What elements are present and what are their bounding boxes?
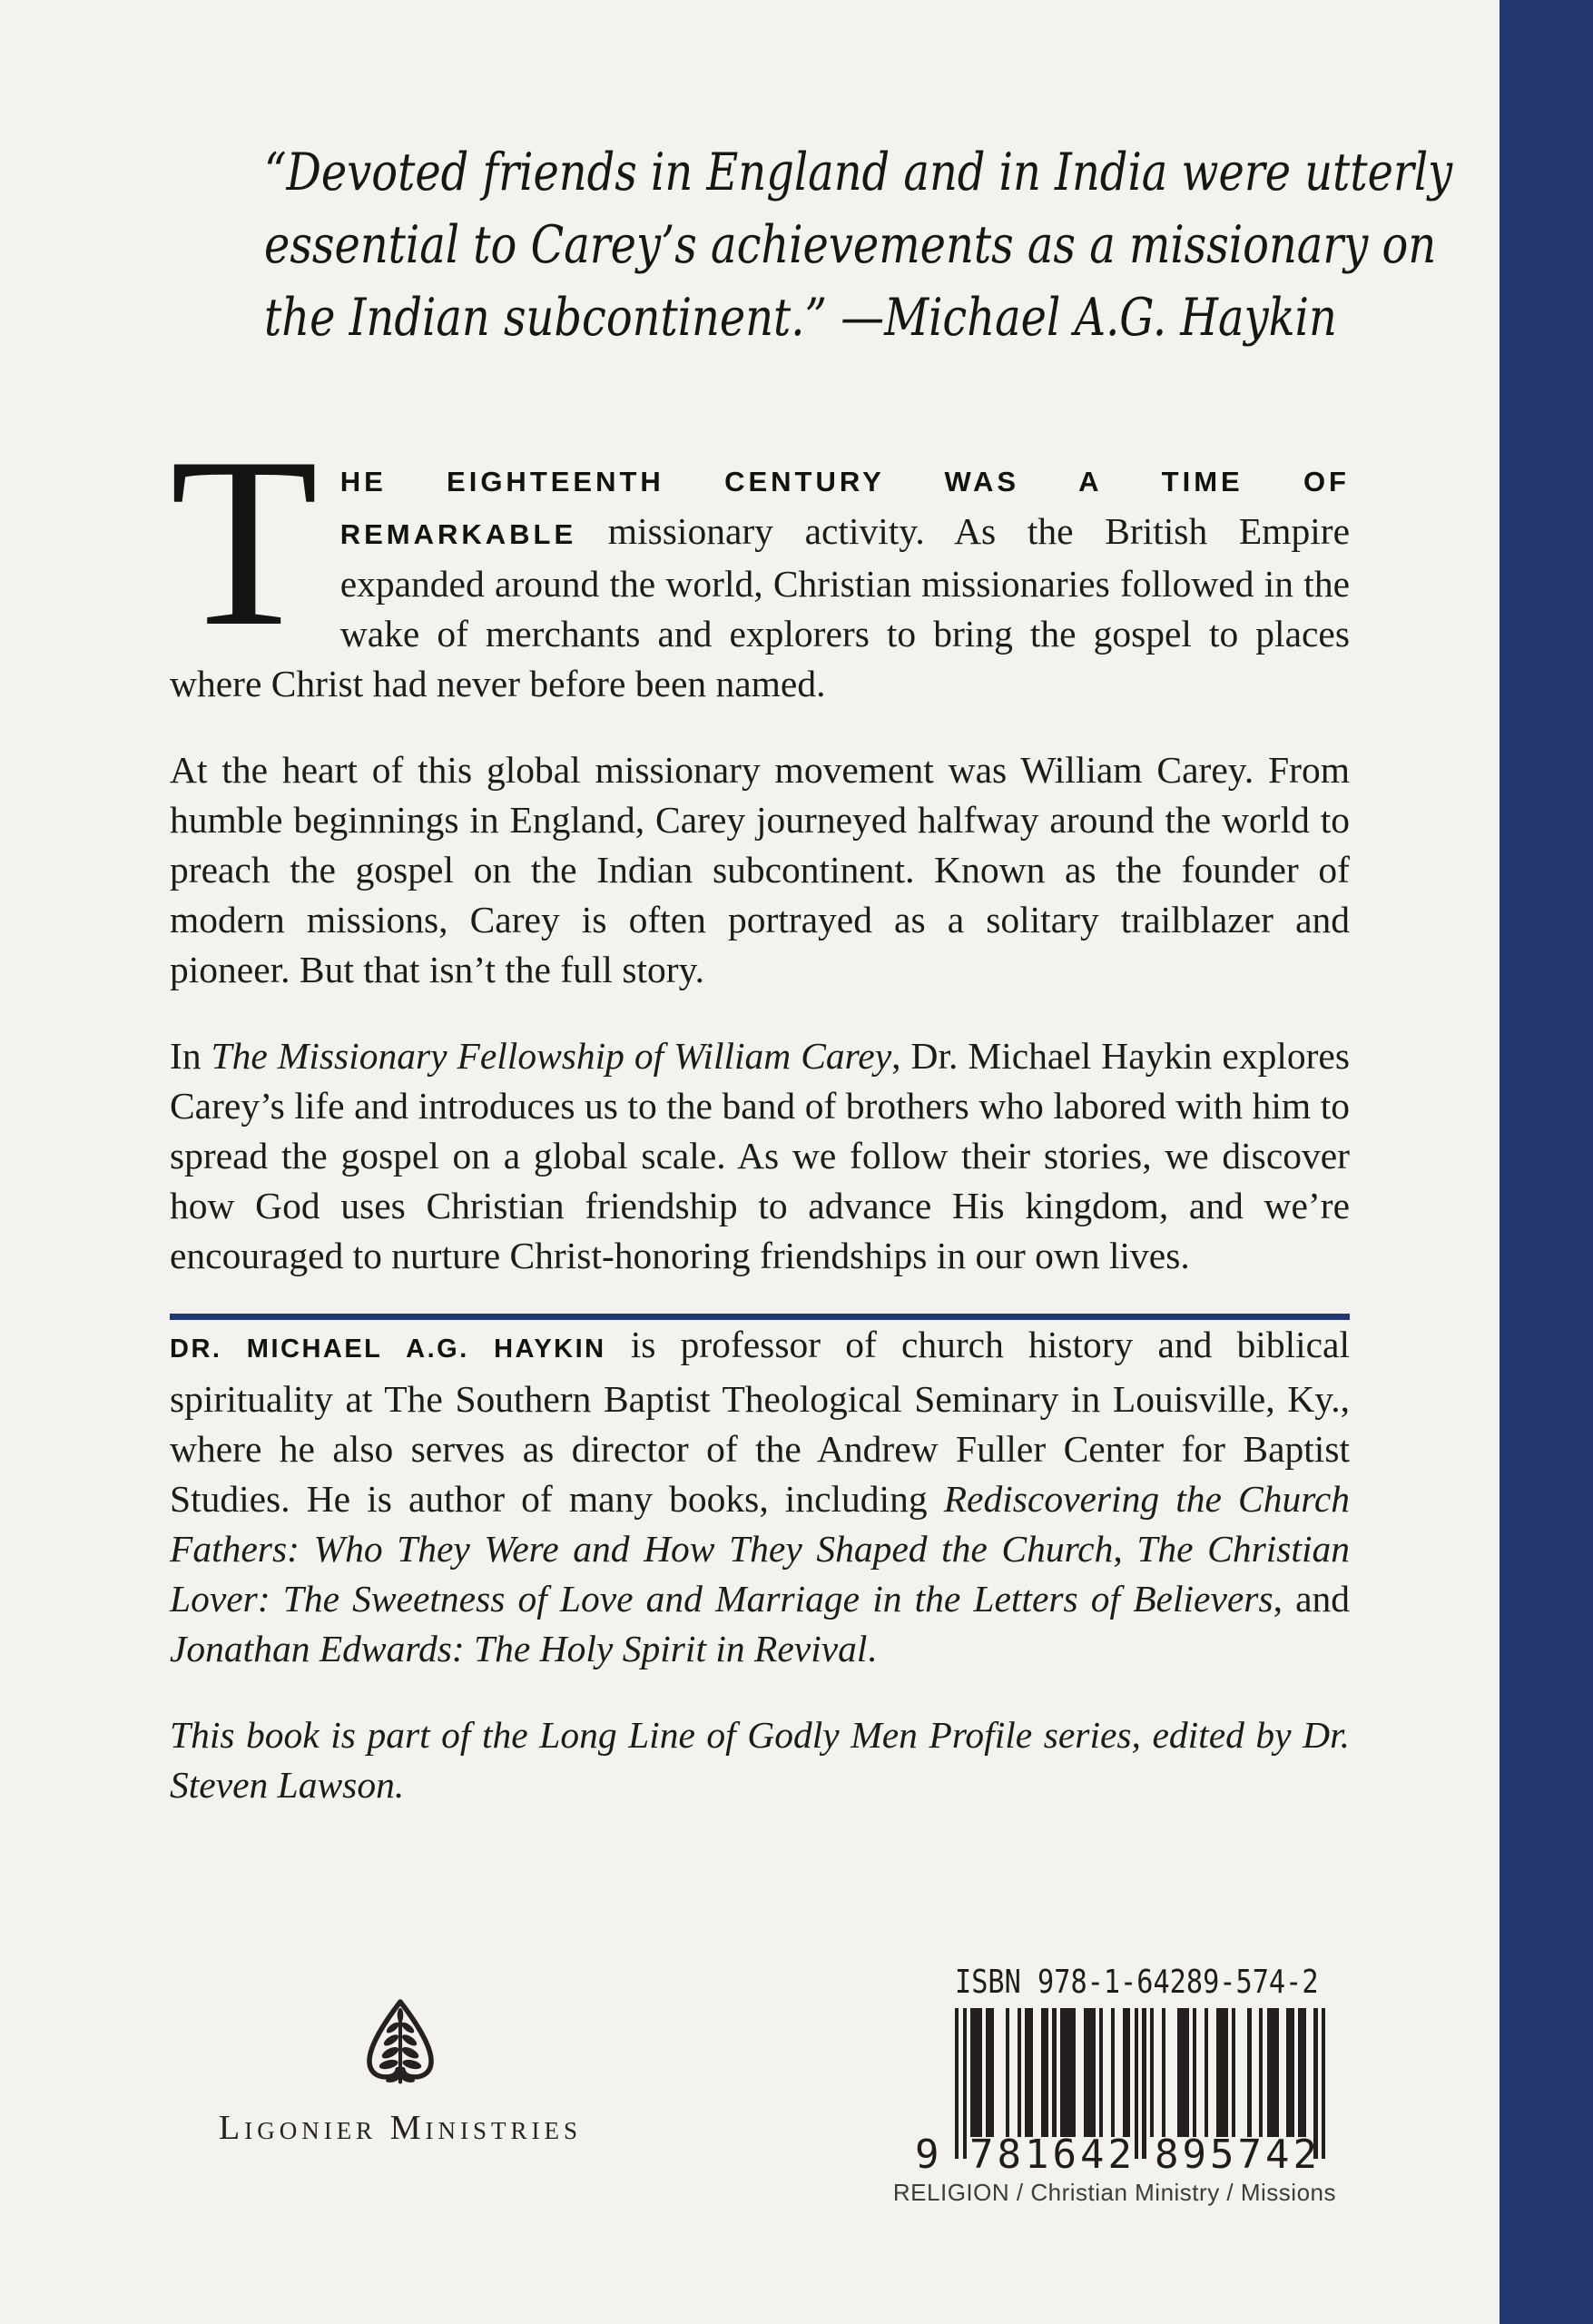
publisher-name: Ligonier Ministries (219, 2109, 582, 2147)
isbn-block (915, 1963, 1336, 2186)
barcode-digit-group: 781642 (969, 2132, 1136, 2178)
text-segment: , Dr. Michael Haykin explores Carey’s life and introduces us to the band of brothers who labored with him to spread the gospel on a global scale. As we follow their stories, we discover how God uses Christian friendship to advance His kingdom, and we’re encouraged to nurture Christ-honoring friendships in our own lives. (170, 1035, 1350, 1276)
body-copy (170, 407, 1351, 1810)
ean-barcode (915, 2008, 1336, 2186)
series-note: This book is part of the Long Line of Godly Men Profile series, edited by Dr. Steven Lawson. (170, 1714, 1350, 1806)
text-segment: Jonathan Edwards: The Holy Spirit in Revival (170, 1628, 868, 1669)
carey-paragraph: At the heart of this global missionary movement was William Carey. From humble beginnings in England, Carey journeyed halfway around the world to preach the gospel on the Indian subcontinent. Known as the founder of modern missions, Carey is often portrayed as a solitary trailblazer and pioneer. But that isn’t the full story. (170, 749, 1350, 990)
opening-paragraph-text: missionary activity. As the British Empire expanded around the world, Christian missionaries followed in the wake of merchants and explorers to bring the gospel to places where Christ had never before been named. (170, 510, 1350, 704)
author-bio (170, 1320, 1350, 1674)
text-segment: In (170, 1035, 211, 1077)
drop-cap: T (170, 407, 319, 676)
text-segment: Rediscovering the Church Fathers: Who They Were and How They Shaped the Church (170, 1478, 1350, 1570)
text-segment: The Missionary Fellowship of William Carey (211, 1035, 892, 1077)
text-segment: DR. MICHAEL A.G. HAYKIN (170, 1334, 606, 1364)
text-segment: is professor of church history and biblical spirituality at The Southern Baptist Theological Seminary in Louisville, Ky., where he also serves as director of the Andrew Fuller Center for Baptist Studies. He is author of many books, including (170, 1324, 1350, 1520)
text-segment: The Christian Lover: The Sweetness of Love and Marriage in the Letters of Believers (170, 1528, 1350, 1620)
publisher-logo-block (168, 1997, 633, 2148)
bisac-category: RELIGION / Christian Ministry / Missions (892, 2179, 1336, 2206)
isbn-label: ISBN 978-1-64289-574-2 (955, 1964, 1319, 2001)
barcode-digit-group: 9 (915, 2132, 939, 2178)
quote-line: essential to Carey’s achievements as a missionary on (264, 215, 1437, 275)
text-segment: , and (1273, 1578, 1351, 1620)
section-rule (170, 1314, 1350, 1320)
cover-content (170, 0, 1453, 1846)
opening-lead-caps: HE EIGHTEENTH CENTURY WAS A TIME OF REMARKABLE (339, 466, 1350, 550)
barcode-digit-group: 895742 (1155, 2132, 1321, 2178)
quote-line: “Devoted friends in England and in India were utterly (264, 143, 1453, 202)
ligonier-tree-icon (359, 1997, 442, 2092)
quote-line: the Indian subcontinent.” —Michael A.G. Haykin (264, 288, 1337, 348)
text-segment: . (867, 1628, 877, 1669)
opening-paragraph (170, 407, 1350, 709)
barcode-bar (1322, 2008, 1325, 2159)
text-segment: , (1113, 1528, 1137, 1570)
pull-quote (170, 136, 1453, 354)
book-spine (1500, 0, 1593, 2324)
book-summary-paragraph (170, 1031, 1350, 1281)
